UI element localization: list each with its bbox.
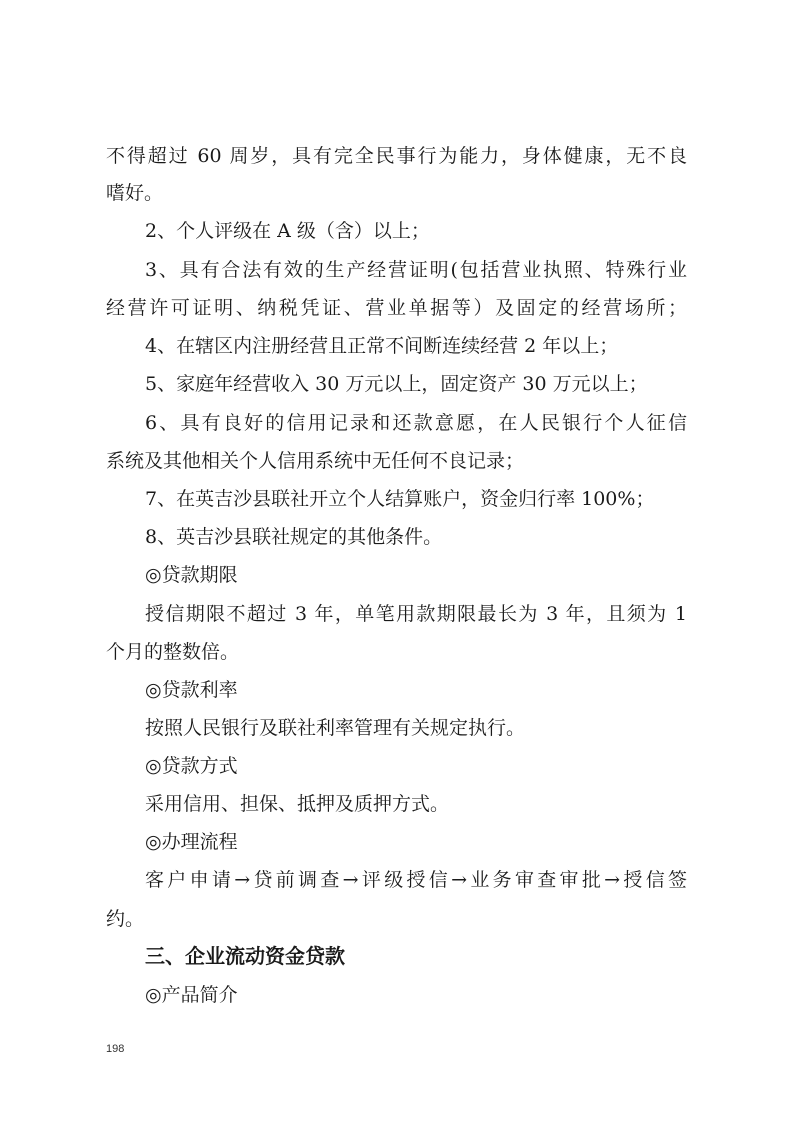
section-label-interest-rate: ◎贷款利率: [145, 679, 238, 701]
text-line: 按照人民银行及联社利率管理有关规定执行。: [145, 717, 526, 739]
text-line: 经营许可证明、纳税凭证、营业单据等）及固定的经营场所；: [106, 297, 687, 319]
requirement-item: 3、具有合法有效的生产经营证明(包括营业执照、特殊行业: [145, 259, 687, 281]
section-label-loan-method: ◎贷款方式: [145, 755, 238, 777]
requirement-item: 4、在辖区内注册经营且正常不间断连续经营 2 年以上；: [145, 335, 619, 357]
page-number: 198: [106, 1043, 125, 1055]
text-line: 不得超过 60 周岁，具有完全民事行为能力，身体健康，无不良: [106, 145, 687, 167]
requirement-item: 7、在英吉沙县联社开立个人结算账户，资金归行率 100%；: [145, 488, 655, 510]
process-flow: 客户申请→贷前调查→评级授信→业务审查审批→授信签: [145, 869, 687, 891]
section-heading: 三、企业流动资金贷款: [145, 944, 345, 968]
text-line: 约。: [106, 908, 145, 930]
section-label-product-intro: ◎产品简介: [145, 984, 238, 1006]
requirement-item: 8、英吉沙县联社规定的其他条件。: [145, 526, 443, 548]
section-label-loan-term: ◎贷款期限: [145, 564, 238, 586]
text-line: 授信期限不超过 3 年，单笔用款期限最长为 3 年，且须为 1: [145, 603, 687, 625]
text-line: 采用信用、担保、抵押及质押方式。: [145, 793, 450, 815]
text-line: 嗜好。: [106, 182, 164, 204]
requirement-item: 2、个人评级在 A 级（含）以上；: [145, 220, 430, 242]
requirement-item: 5、家庭年经营收入 30 万元以上，固定资产 30 万元以上；: [145, 373, 648, 395]
section-label-process: ◎办理流程: [145, 831, 238, 853]
text-line: 系统及其他相关个人信用系统中无任何不良记录；: [106, 450, 525, 472]
requirement-item: 6、具有良好的信用记录和还款意愿，在人民银行个人征信: [145, 412, 687, 434]
text-line: 个月的整数倍。: [106, 641, 240, 663]
